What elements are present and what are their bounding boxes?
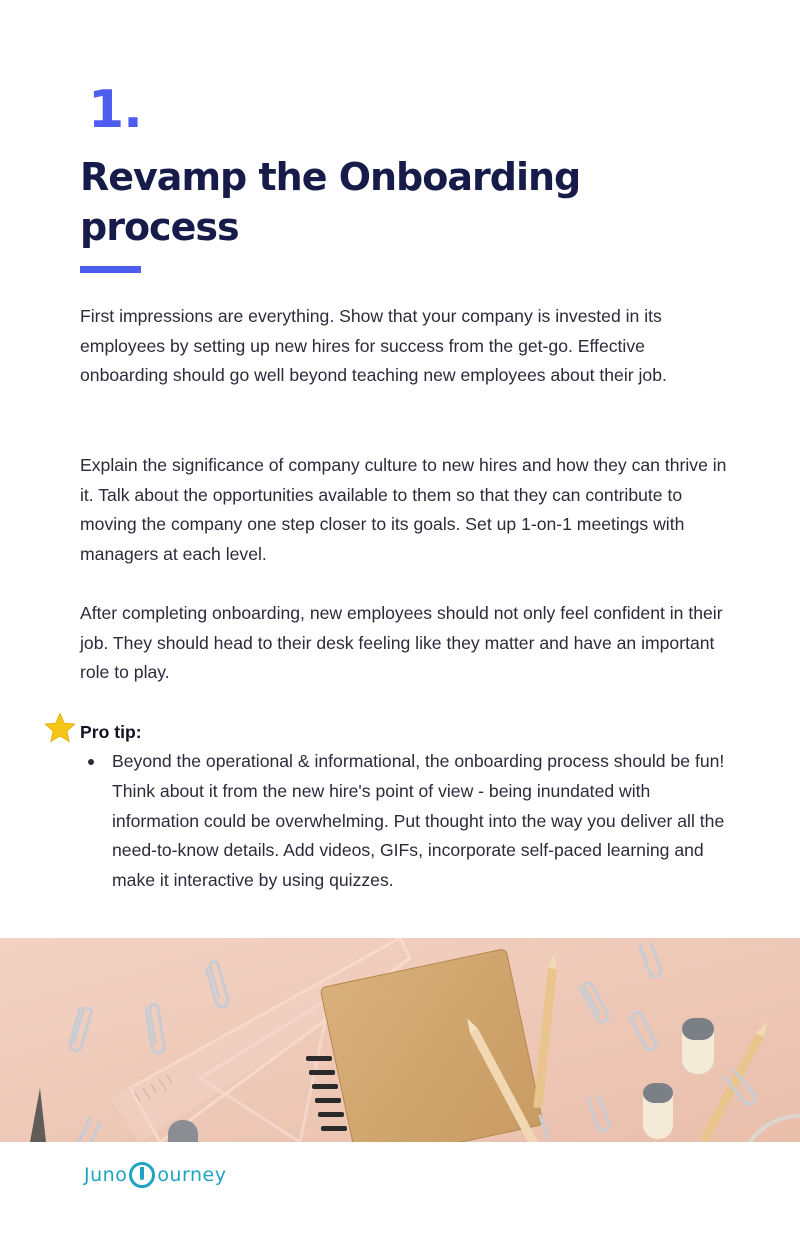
pro-tip-label: Pro tip: bbox=[80, 722, 142, 742]
logo-j-icon bbox=[129, 1162, 155, 1188]
logo-text-ourney: ourney bbox=[157, 1164, 227, 1186]
list-item bbox=[80, 747, 740, 896]
section-number: 1. bbox=[88, 80, 142, 140]
juno-journey-logo bbox=[84, 1158, 226, 1192]
paragraph-3: After completing onboarding, new employees should not only feel confident in their job. They should head to their desk feeling like they matter and have an important role to play. bbox=[80, 603, 723, 683]
bullet-icon bbox=[88, 759, 94, 765]
paragraph-1: First impressions are everything. Show that your company is invested in its employees by setting up new hires for success from the get-go. Effective onboarding should go well beyond teaching new employees about their job. bbox=[80, 306, 667, 386]
pro-tip-list bbox=[80, 747, 740, 896]
desk-supplies-photo bbox=[0, 938, 800, 1142]
star-icon bbox=[44, 712, 76, 744]
paragraph-2: Explain the significance of company culture to new hires and how they can thrive in it. Talk about the opportunities available to them so that they can contribute to moving the company one step closer to its goals. Set up 1-on-1 meetings with managers at each level. bbox=[80, 455, 727, 564]
title-underline bbox=[80, 266, 141, 273]
logo-text-juno: Juno bbox=[84, 1164, 128, 1186]
pro-tip-text: Beyond the operational & informational, the onboarding process should be fun! Think about it from the new hire's point of view - being inundated with information could be overwhelming. Put thought into the way you deliver all the need-to-know details. Add videos, GIFs, incorporate self-paced learning and make it interactive by using quizzes. bbox=[112, 751, 725, 891]
page-title: Revamp the Onboarding process bbox=[80, 155, 581, 249]
